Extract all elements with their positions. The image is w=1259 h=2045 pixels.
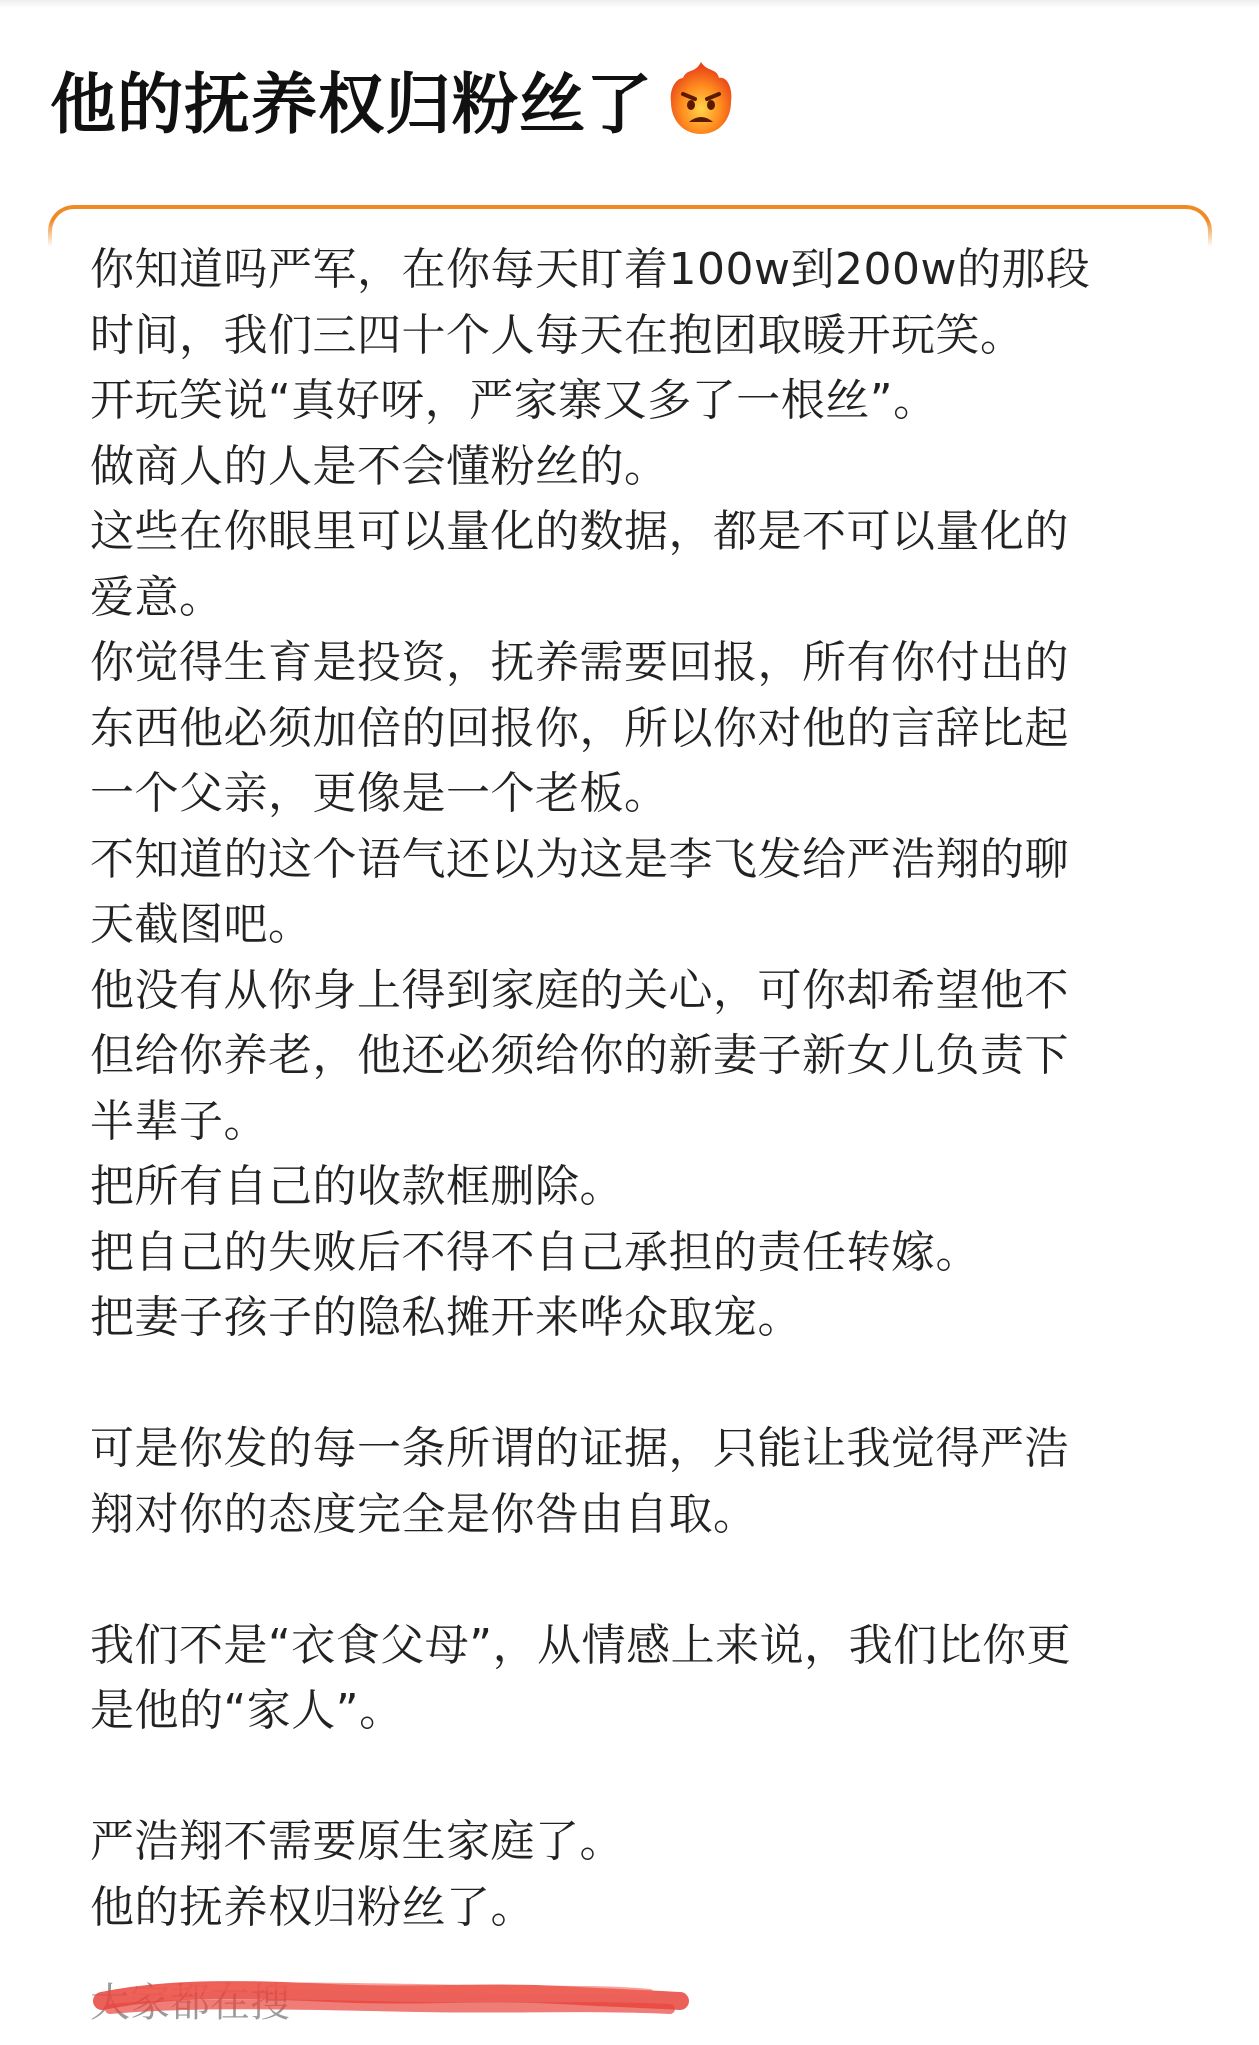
body-line: 他没有从你身上得到家庭的关心，可你却希望他不 [90,964,1069,1016]
body-line: 半辈子。 [90,1095,268,1147]
body-line: 天截图吧。 [90,899,313,950]
body-line: 把自己的失败后不得不自己承担的责任转嫁。 [90,1226,980,1278]
body-line: 这些在你眼里可以量化的数据，都是不可以量化的 [90,506,1069,557]
body-line: 把所有自己的收款框删除。 [90,1161,624,1212]
paragraph-gap [90,1547,1180,1613]
body-line: 你觉得生育是投资，抚养需要回报，所有你付出的 [90,637,1069,688]
paragraph-gap [90,1744,1180,1810]
body-line: 做商人的人是不会懂粉丝的。 [90,440,669,492]
body-line: 爱意。 [90,571,224,623]
body-line: 我们不是“衣食父母”，从情感上来说，我们比你更 [90,1619,1072,1671]
body-line: 是他的“家人”。 [90,1685,404,1736]
body-line: 翔对你的态度完全是你咎由自取。 [90,1488,758,1540]
body-line: 可是你发的每一条所谓的证据，只能让我觉得严浩 [90,1423,1069,1474]
trending-search-label[interactable]: 大家都在搜 [90,1980,290,2026]
body-line: 严浩翔不需要原生家庭了。 [90,1816,624,1867]
body-line: 开玩笑说“真好呀，严家寨又多了一根丝”。 [90,375,938,426]
body-line: 但给你养老，他还必须给你的新妻子新女儿负责下 [90,1030,1069,1081]
angry-fire-face-icon [661,58,741,138]
body-line: 时间，我们三四十个人每天在抱团取暖开玩笑。 [90,309,1025,361]
body-line: 你知道吗严军，在你每天盯着100w到200w的那段 [90,244,1091,295]
post-body [90,237,1180,1940]
top-divider [0,0,1259,8]
paragraph-gap [90,1351,1180,1417]
body-line: 不知道的这个语气还以为这是李飞发给严浩翔的聊 [90,833,1069,885]
body-line: 东西他必须加倍的回报你，所以你对他的言辞比起 [90,702,1069,754]
body-line: 把妻子孩子的隐私摊开来哗众取宠。 [90,1292,802,1343]
body-line: 他的抚养权归粉丝了。 [90,1881,535,1933]
post-title: 他的抚养权归粉丝了 [50,65,653,143]
redaction-scribble [90,1965,690,2025]
footer-search-section[interactable] [90,1965,690,2025]
post-title-row [50,52,741,144]
body-line: 一个父亲，更像是一个老板。 [90,768,669,819]
